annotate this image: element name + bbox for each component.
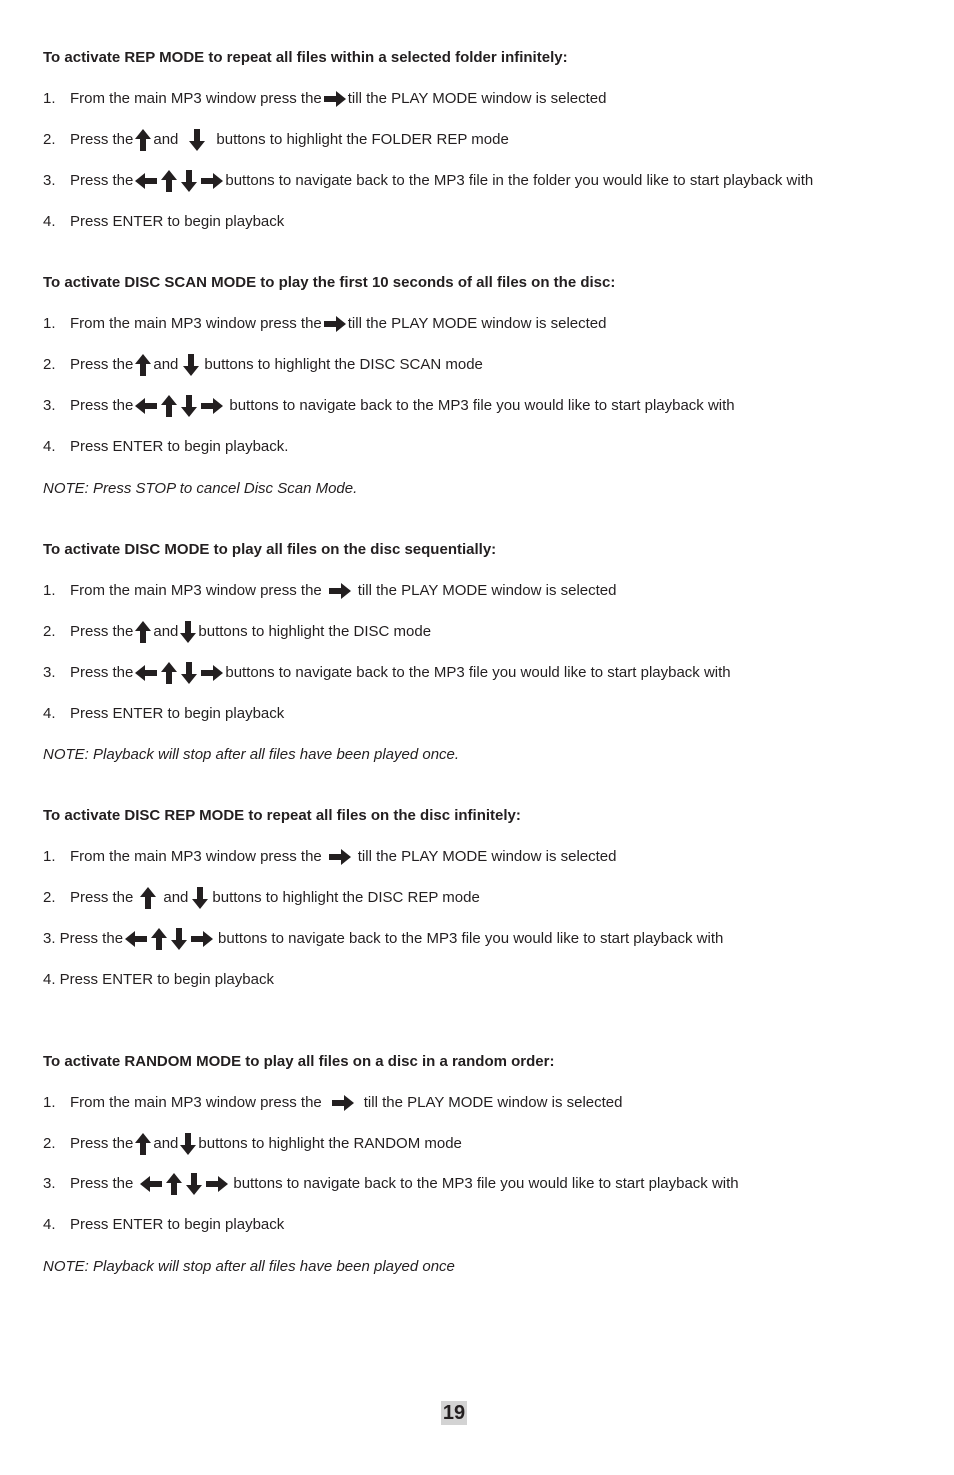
up-arrow-icon	[160, 169, 178, 193]
step	[43, 579, 617, 603]
down-arrow-icon	[191, 886, 209, 910]
step-number: 2.	[43, 131, 56, 148]
right-arrow-icon	[200, 172, 224, 190]
step-text: and	[153, 623, 179, 640]
step-text: buttons to navigate back to the MP3 file you would like to start playback with	[233, 1175, 739, 1192]
step-number: 3.	[43, 1175, 56, 1192]
step	[43, 927, 723, 951]
step-text: From the main MP3 window press the	[70, 90, 322, 107]
step-text: till the PLAY MODE window is selected	[347, 90, 607, 107]
step	[43, 886, 480, 910]
step-text: and	[153, 1135, 179, 1152]
right-arrow-icon	[205, 1175, 229, 1193]
step-text: Press ENTER to begin playback.	[70, 438, 289, 455]
section-heading: To activate REP MODE to repeat all files within a selected folder infinitely:	[43, 49, 568, 66]
step	[43, 845, 617, 869]
step	[43, 435, 288, 459]
left-arrow-icon	[134, 172, 158, 190]
up-arrow-icon	[134, 128, 152, 152]
step	[43, 210, 284, 234]
step-number: 2.	[43, 889, 56, 906]
step-text: From the main MP3 window press the	[70, 1094, 322, 1111]
right-arrow-icon	[328, 582, 352, 600]
up-arrow-icon	[160, 661, 178, 685]
left-arrow-icon	[134, 664, 158, 682]
up-arrow-icon	[134, 620, 152, 644]
step	[43, 87, 607, 111]
step-number: 4.	[43, 705, 56, 722]
section-heading: To activate DISC SCAN MODE to play the first 10 seconds of all files on the disc:	[43, 274, 616, 291]
step-number: 3.	[43, 397, 56, 414]
step-text: From the main MP3 window press the	[70, 582, 322, 599]
up-arrow-icon	[139, 886, 157, 910]
right-arrow-icon	[200, 664, 224, 682]
down-arrow-icon	[188, 128, 206, 152]
step-text: Press the	[70, 889, 134, 906]
down-arrow-icon	[179, 620, 197, 644]
note: NOTE: Press STOP to cancel Disc Scan Mode.	[43, 480, 358, 497]
step-text: Press ENTER to begin playback	[70, 705, 285, 722]
step-text: till the PLAY MODE window is selected	[357, 582, 617, 599]
step-text: buttons to navigate back to the MP3 file you would like to start playback with	[229, 397, 735, 414]
up-arrow-icon	[134, 353, 152, 377]
step	[43, 128, 509, 152]
step-text: till the PLAY MODE window is selected	[363, 1094, 623, 1111]
step-number: 2.	[43, 623, 56, 640]
step-text: buttons to highlight the RANDOM mode	[198, 1135, 462, 1152]
step-number: 4.	[43, 438, 56, 455]
step-number: 4.	[43, 1216, 56, 1233]
right-arrow-icon	[331, 1094, 355, 1112]
step-number: 1.	[43, 90, 56, 107]
step-number: 2.	[43, 1135, 56, 1152]
right-arrow-icon	[323, 90, 347, 108]
step-text: Press the	[70, 664, 134, 681]
down-arrow-icon	[179, 1132, 197, 1156]
note: NOTE: Playback will stop after all files have been played once	[43, 1258, 455, 1275]
step-number: 1.	[43, 848, 56, 865]
left-arrow-icon	[134, 397, 158, 415]
step-text: Press the	[70, 356, 134, 373]
right-arrow-icon	[323, 315, 347, 333]
left-arrow-icon	[139, 1175, 163, 1193]
left-arrow-icon	[124, 930, 148, 948]
down-arrow-icon	[170, 927, 188, 951]
step-text: till the PLAY MODE window is selected	[347, 315, 607, 332]
step-text: buttons to highlight the DISC SCAN mode	[204, 356, 483, 373]
step-text: From the main MP3 window press the	[70, 315, 322, 332]
step	[43, 620, 431, 644]
step-number: 3.	[43, 172, 56, 189]
step-text: till the PLAY MODE window is selected	[357, 848, 617, 865]
up-arrow-icon	[134, 1132, 152, 1156]
step-text: Press the	[70, 623, 134, 640]
step	[43, 1091, 623, 1115]
step-text: buttons to highlight the DISC REP mode	[212, 889, 480, 906]
step-text: 3. Press the	[43, 930, 124, 947]
up-arrow-icon	[160, 394, 178, 418]
section-heading: To activate DISC REP MODE to repeat all files on the disc infinitely:	[43, 807, 521, 824]
step	[43, 968, 274, 992]
section-heading: To activate RANDOM MODE to play all files on a disc in a random order:	[43, 1053, 555, 1070]
step-text: Press the	[70, 131, 134, 148]
step-text: Press ENTER to begin playback	[70, 213, 285, 230]
note: NOTE: Playback will stop after all files have been played once.	[43, 746, 460, 763]
step-text: and	[163, 889, 189, 906]
up-arrow-icon	[150, 927, 168, 951]
step-text: Press the	[70, 1175, 134, 1192]
down-arrow-icon	[180, 169, 198, 193]
right-arrow-icon	[328, 848, 352, 866]
step-text: buttons to highlight the DISC mode	[198, 623, 432, 640]
down-arrow-icon	[182, 353, 200, 377]
step-text: buttons to navigate back to the MP3 file in the folder you would like to start playback with	[225, 172, 814, 189]
step	[43, 353, 483, 377]
step	[43, 169, 813, 193]
step	[43, 312, 607, 336]
step-text: From the main MP3 window press the	[70, 848, 322, 865]
step-text: 4. Press ENTER to begin playback	[43, 971, 274, 988]
step-text: buttons to navigate back to the MP3 file you would like to start playback with	[218, 930, 724, 947]
step-text: Press the	[70, 1135, 134, 1152]
section-heading: To activate DISC MODE to play all files on the disc sequentially:	[43, 541, 497, 558]
right-arrow-icon	[190, 930, 214, 948]
step	[43, 1132, 462, 1156]
step-number: 4.	[43, 213, 56, 230]
step-text: buttons to navigate back to the MP3 file you would like to start playback with	[225, 664, 731, 681]
step	[43, 1172, 739, 1196]
step-number: 1.	[43, 315, 56, 332]
page-number: 19	[442, 1402, 466, 1424]
step-text: buttons to highlight the FOLDER REP mode	[216, 131, 509, 148]
step	[43, 702, 284, 726]
step-text: Press the	[70, 172, 134, 189]
right-arrow-icon	[200, 397, 224, 415]
up-arrow-icon	[165, 1172, 183, 1196]
down-arrow-icon	[180, 661, 198, 685]
step	[43, 394, 735, 418]
step-number: 3.	[43, 664, 56, 681]
step-number: 1.	[43, 582, 56, 599]
down-arrow-icon	[185, 1172, 203, 1196]
step-text: and	[153, 131, 179, 148]
step-text: and	[153, 356, 179, 373]
step	[43, 1213, 284, 1237]
step-number: 2.	[43, 356, 56, 373]
down-arrow-icon	[180, 394, 198, 418]
step	[43, 661, 731, 685]
step-text: Press ENTER to begin playback	[70, 1216, 285, 1233]
step-text: Press the	[70, 397, 134, 414]
step-number: 1.	[43, 1094, 56, 1111]
